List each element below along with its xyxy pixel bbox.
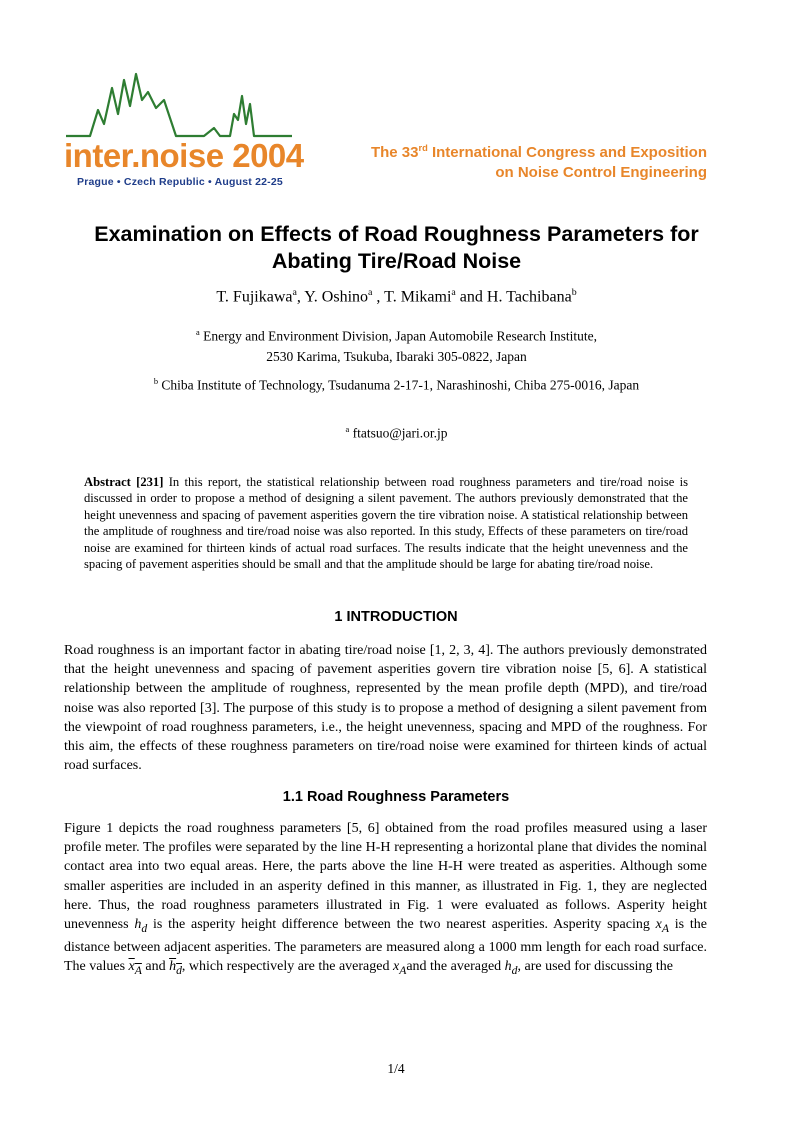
congress-line-2: on Noise Control Engineering bbox=[495, 164, 707, 181]
congress-line-1: The 33rd International Congress and Exposition bbox=[370, 143, 707, 161]
logo-tagline: Prague • Czech Republic • August 22-25 bbox=[77, 176, 283, 188]
section-heading-road-roughness: 1.1 Road Roughness Parameters bbox=[282, 789, 510, 805]
road-roughness-paragraph: Figure 1 depicts the road roughness parameters [5, 6] obtained from the road profiles measured using a laser profile meter. The profiles were separated by the line H-H representing a horizontal plane that divides the nominal contact area into two equal areas. Here, the parts above the line H-H were treated as asperities. Although some smaller asperities are included in an asperity defined in this manner, as illustrated in Fig. 1, they are neglected here. Thus, the road roughness parameters illustrated in Fig. 1 were evaluated as follows. Asperity height unevenness $h_d$ is the asperity height difference between the two nearest asperities. Asperity spacing $x_A$ is the distance between adjacent asperities. The parameters are measured along a 1000 mm length for each road surface. The values $x_A$ and $h_d$, which respectively are the averaged $x_Aand$ the averaged $h_d$, are used for discussing the bbox=[64, 821, 708, 978]
paper-title: Examination on Effects of Road Roughness Parameters for Abating Tire/Road Noise bbox=[94, 222, 699, 273]
section-heading-introduction: 1 INTRODUCTION bbox=[334, 609, 458, 625]
logo-wordmark: inter.noise 2004 bbox=[64, 137, 304, 174]
author: Y. Oshino bbox=[304, 288, 369, 306]
contact-email: $^a$ ftatsuo@jari.or.jp bbox=[345, 425, 448, 441]
affiliation-b: $^b$ Chiba Institute of Technology, Tsudanuma 2-17-1, Narashinoshi, Chiba 275-0016, Japan bbox=[153, 377, 640, 393]
introduction-paragraph: Road roughness is an important factor in abating tire/road noise [1, 2, 3, 4]. The authors previously demonstrated that the height unevenness and spacing of pavement asperities govern tire vibration noise [5, 6]. A statistical relationship between the amplitude of roughness, represented by the mean profile depth (MPD), and tire/road noise was also reported [3]. The purpose of this study is to propose a method of designing a silent pavement from the viewpoint of road roughness parameters, i.e., the height unevenness, spacing and MPD of the roughness. For this aim, the effects of these roughness parameters on tire/road noise were examined for thirteen kinds of actual road surfaces. bbox=[64, 643, 707, 774]
abstract-label: Abstract [231] bbox=[84, 475, 164, 489]
congress-header bbox=[330, 138, 707, 183]
prague-skyline-graphic bbox=[66, 74, 292, 136]
author: H. Tachibana bbox=[486, 288, 572, 306]
author-list: T. Fujikawa$^a$, Y. Oshino$^a$ , T. Mikami$^a$ and H. Tachibana$^b$ bbox=[216, 287, 577, 306]
author: T. Fujikawa bbox=[216, 288, 293, 306]
page-number: 1/4 bbox=[387, 1061, 405, 1076]
abstract-text: In this report, the statistical relationship between road roughness parameters and tire/road noise is discussed in order to propose a method of designing a silent pavement. The authors previously demonstrated that the height unevenness and spacing of pavement asperities govern the tire vibration noise. A statistical relationship between the amplitude of roughness and tire/road noise was also reported. In this study, Effects of these parameters on tire/road noise are examined for thirteen kinds of actual road surfaces. The results indicate that the height unevenness and the spacing of pavement asperities should be small and that the amplitude should be large for abating tire/road noise. bbox=[84, 475, 688, 572]
author: T. Mikami bbox=[384, 288, 452, 306]
abstract bbox=[84, 474, 688, 572]
affiliation-a: $^a$ Energy and Environment Division, Japan Automobile Research Institute, 2530 Karima, Tsukuba, Ibaraki 305-0822, Japan bbox=[196, 328, 597, 364]
